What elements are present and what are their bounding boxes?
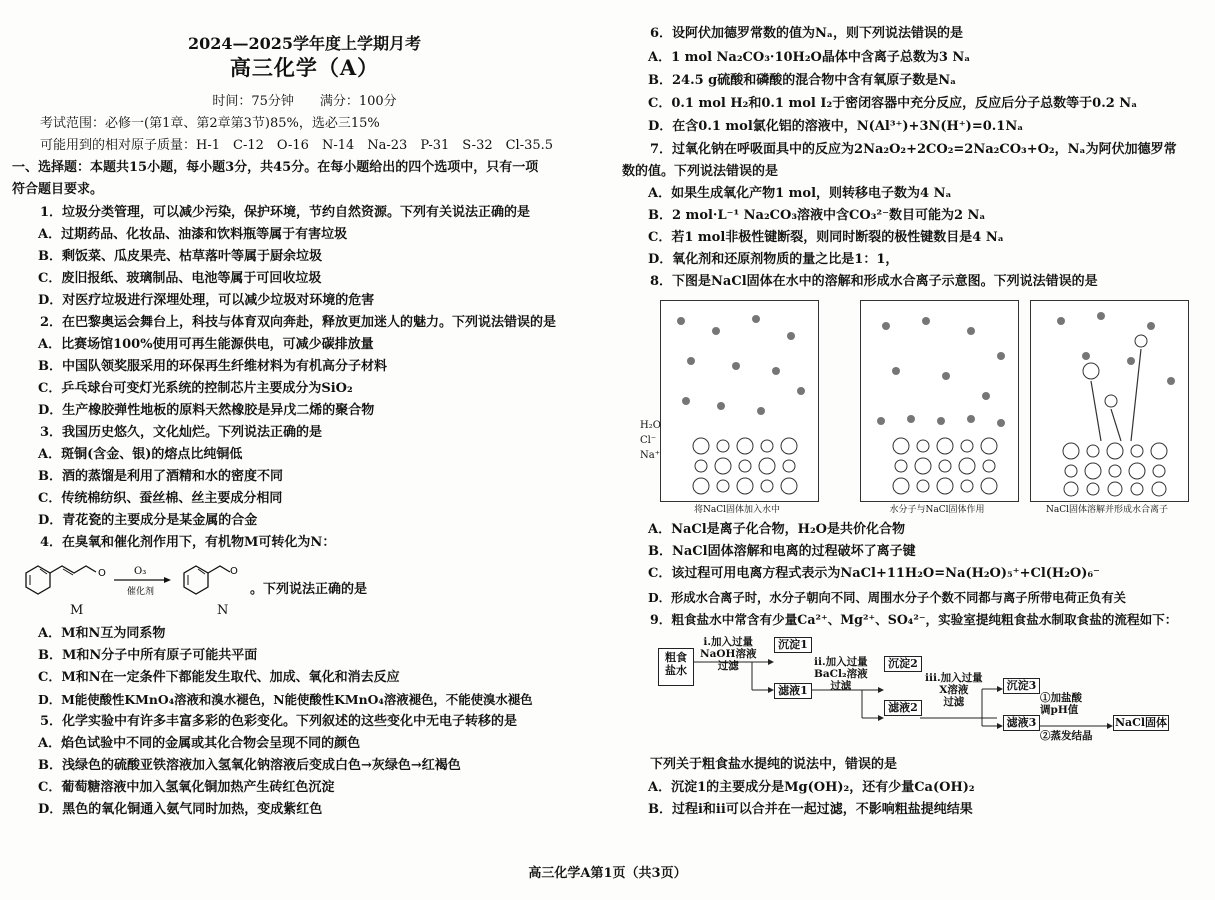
- option: A．比赛场馆100%使用可再生能源供电，可减少碳排放量: [38, 337, 374, 352]
- label-water: H₂O: [640, 420, 661, 431]
- flow-start-box: 粗食盐水: [658, 648, 694, 686]
- flow-filtrate-3: 滤液3: [1003, 715, 1040, 731]
- option: C．M和N在一定条件下都能发生取代、加成、氧化和消去反应: [38, 670, 400, 685]
- exam-scope: 考试范围：必修一(第1章、第2章第3节)85%，选必三15%: [40, 116, 380, 131]
- question-stem-cont: 数的值。下列说法错误的是: [622, 164, 779, 179]
- option: A．焰色试验中不同的金属或其化合物会呈现不同的颜色: [38, 736, 361, 751]
- beaker-2: [860, 300, 1019, 502]
- atomic-masses: 可能用到的相对原子质量：H-1 C-12 O-16 N-14 Na-23 P-31 S-32 Cl-35.5: [40, 138, 554, 153]
- label-chloride: Cl⁻: [640, 435, 657, 446]
- page-footer: 高三化学A第1页（共3页）: [528, 866, 687, 881]
- label-n: N: [217, 603, 229, 618]
- option: C．传统棉纺织、蚕丝棉、丝主要成分相同: [38, 491, 283, 506]
- question-stem: 3．我国历史悠久，文化灿烂。下列说法正确的是: [40, 425, 323, 440]
- time-info: 时间：75分钟 满分：100分: [212, 94, 397, 109]
- option: A．沉淀1的主要成分是Mg(OH)₂，还有少量Ca(OH)₂: [648, 780, 975, 795]
- option: B．酒的蒸馏是利用了酒精和水的密度不同: [38, 469, 283, 484]
- option: C．葡萄糖溶液中加入氢氧化铜加热产生砖红色沉淀: [38, 780, 335, 795]
- flow-precipitate-1: 沉淀1: [774, 637, 812, 653]
- option: D．青花瓷的主要成分是某金属的合金: [38, 513, 258, 528]
- question-stem-tail: 。下列说法正确的是: [250, 582, 368, 597]
- flow-step-1: i.加入过量 NaOH溶液 过滤: [700, 636, 757, 672]
- option: B．剩饭菜、瓜皮果壳、枯草落叶等属于厨余垃圾: [38, 249, 322, 264]
- beaker-1: [660, 300, 819, 502]
- flow-filtrate-1: 滤液1: [774, 683, 812, 699]
- question-stem: 8．下图是NaCl固体在水中的溶解和形成水合离子示意图。下列说法错误的是: [650, 274, 1098, 289]
- question-stem: 2．在巴黎奥运会舞台上，科技与体育双向奔赴，释放更加迷人的魅力。下列说法错误的是: [40, 315, 557, 330]
- option: D．生产橡胶弹性地板的原料天然橡胶是异戊二烯的聚合物: [38, 403, 375, 418]
- arrow-catalyst: 催化剂: [127, 587, 155, 597]
- option: D．M能使酸性KMnO₄溶液和溴水褪色，N能使酸性KMnO₄溶液褪色，不能使溴水褪色: [38, 692, 533, 707]
- subject-title: 高三化学（A）: [229, 55, 380, 80]
- flow-step-4b: ②蒸发结晶: [1040, 730, 1093, 742]
- flow-filtrate-2: 滤液2: [884, 700, 922, 716]
- flow-step-3: iii.加入过量 X溶液 过滤: [925, 672, 983, 708]
- option: B．M和N分子中所有原子可能共平面: [38, 648, 258, 663]
- label-sodium: Na⁺: [640, 450, 660, 461]
- flow-step-2: ii.加入过量 BaCl₂溶液 过滤: [814, 656, 868, 692]
- option: A．NaCl是离子化合物，H₂O是共价化合物: [648, 522, 905, 537]
- beaker-2-drawing: [861, 301, 1018, 501]
- option: D．在含0.1 mol氯化铝的溶液中，N(Al³⁺)+3N(H⁺)=0.1Nₐ: [648, 119, 1024, 134]
- option: B．2 mol·L⁻¹ Na₂CO₃溶液中含CO₃²⁻数目可能为2 Nₐ: [648, 208, 986, 223]
- section-title: 一、选择题：本题共15小题，每小题3分，共45分。在每小题给出的四个选项中，只有一项: [12, 160, 539, 175]
- flow-step-4a: ①加盐酸 调pH值: [1040, 692, 1082, 716]
- option: D．氧化剂和还原剂物质的量之比是1：1，: [648, 252, 899, 267]
- exam-title: 2024—2025学年度上学期月考: [187, 34, 422, 53]
- option: D．形成水合离子时，水分子朝向不同、周围水分子个数不同都与离子所带电荷正负有关: [648, 590, 1126, 605]
- option: C．该过程可用电离方程式表示为NaCl+11H₂O=Na(H₂O)₅⁺+Cl(H₂O)₆⁻: [648, 566, 1100, 581]
- reaction-scheme: [16, 552, 246, 612]
- question-stem: 6．设阿伏加德罗常数的值为Nₐ，则下列说法错误的是: [650, 26, 963, 41]
- question-follow: 下列关于粗食盐水提纯的说法中，错误的是: [650, 757, 898, 772]
- option: C．若1 mol非极性键断裂，则同时断裂的极性键数目是4 Nₐ: [648, 230, 1004, 245]
- beaker-2-caption: 水分子与NaCl固体作用: [889, 505, 985, 515]
- flow-end-box: NaCl固体: [1114, 716, 1168, 729]
- beaker-3-caption: NaCl固体溶解并形成水合离子: [1045, 505, 1168, 515]
- side-chain-m: [50, 566, 96, 573]
- option: A．M和N互为同系物: [38, 626, 166, 641]
- flow-precipitate-3: 沉淀3: [1003, 678, 1040, 694]
- option: B．NaCl固体溶解和电离的过程破坏了离子键: [648, 544, 916, 559]
- option: D．黑色的氧化铜通入氨气同时加热，变成紫红色: [38, 802, 323, 817]
- flow-precipitate-2: 沉淀2: [884, 656, 922, 672]
- option: B．浅绿色的硫酸亚铁溶液加入氢氧化钠溶液后变成白色→灰绿色→红褐色: [38, 758, 461, 773]
- question-stem: 7．过氧化钠在呼吸面具中的反应为2Na₂O₂+2CO₂=2Na₂CO₃+O₂，Nₐ为阿伏加德罗常: [650, 142, 1177, 157]
- beaker-3: [1030, 300, 1189, 502]
- beaker-1-caption: 将NaCl固体加入水中: [693, 505, 780, 515]
- option: A．如果生成氧化产物1 mol，则转移电子数为4 Nₐ: [648, 186, 952, 201]
- beaker-1-drawing: [661, 301, 818, 501]
- arrow-reagent: O₃: [134, 566, 147, 577]
- option: C．0.1 mol H₂和0.1 mol I₂于密闭容器中充分反应，反应后分子总数等于0.2 Nₐ: [648, 96, 1138, 111]
- svg-text:O: O: [230, 566, 238, 577]
- option: C．乒乓球台可变灯光系统的控制芯片主要成分为SiO₂: [38, 381, 353, 396]
- option: A．过期药品、化妆品、油漆和饮料瓶等属于有害垃圾: [38, 227, 348, 242]
- option: A．斑铜(含金、银)的熔点比纯铜低: [38, 447, 243, 462]
- question-stem: 4．在臭氧和催化剂作用下，有机物M可转化为N：: [40, 535, 336, 550]
- option: B．中国队领奖服采用的环保再生纤维材料为有机高分子材料: [38, 359, 387, 374]
- option: B．24.5 g硫酸和磷酸的混合物中含有氧原子数是Nₐ: [648, 73, 957, 88]
- question-stem: 1．垃圾分类管理，可以减少污染，保护环境，节约自然资源。下列有关说法正确的是: [40, 205, 531, 220]
- option: B．过程i和ii可以合并在一起过滤，不影响粗盐提纯结果: [648, 802, 973, 817]
- option: C．废旧报纸、玻璃制品、电池等属于可回收垃圾: [38, 271, 322, 286]
- svg-text:O: O: [98, 568, 106, 579]
- section-title-cont: 符合题目要求。: [12, 182, 104, 197]
- label-m: M: [70, 603, 84, 618]
- question-stem: 9．粗食盐水中常含有少量Ca²⁺、Mg²⁺、SO₄²⁻，实验室提纯粗食盐水制取食盐的流程如下：: [650, 612, 1178, 627]
- beaker-3-drawing: [1031, 301, 1188, 501]
- option: A．1 mol Na₂CO₃·10H₂O晶体中含离子总数为3 Nₐ: [648, 50, 971, 65]
- question-stem: 5．化学实验中有许多丰富多彩的色彩变化。下列叙述的这些变化中无电子转移的是: [40, 714, 518, 729]
- option: D．对医疗垃圾进行深埋处理，可以减少垃圾对环境的危害: [38, 293, 375, 308]
